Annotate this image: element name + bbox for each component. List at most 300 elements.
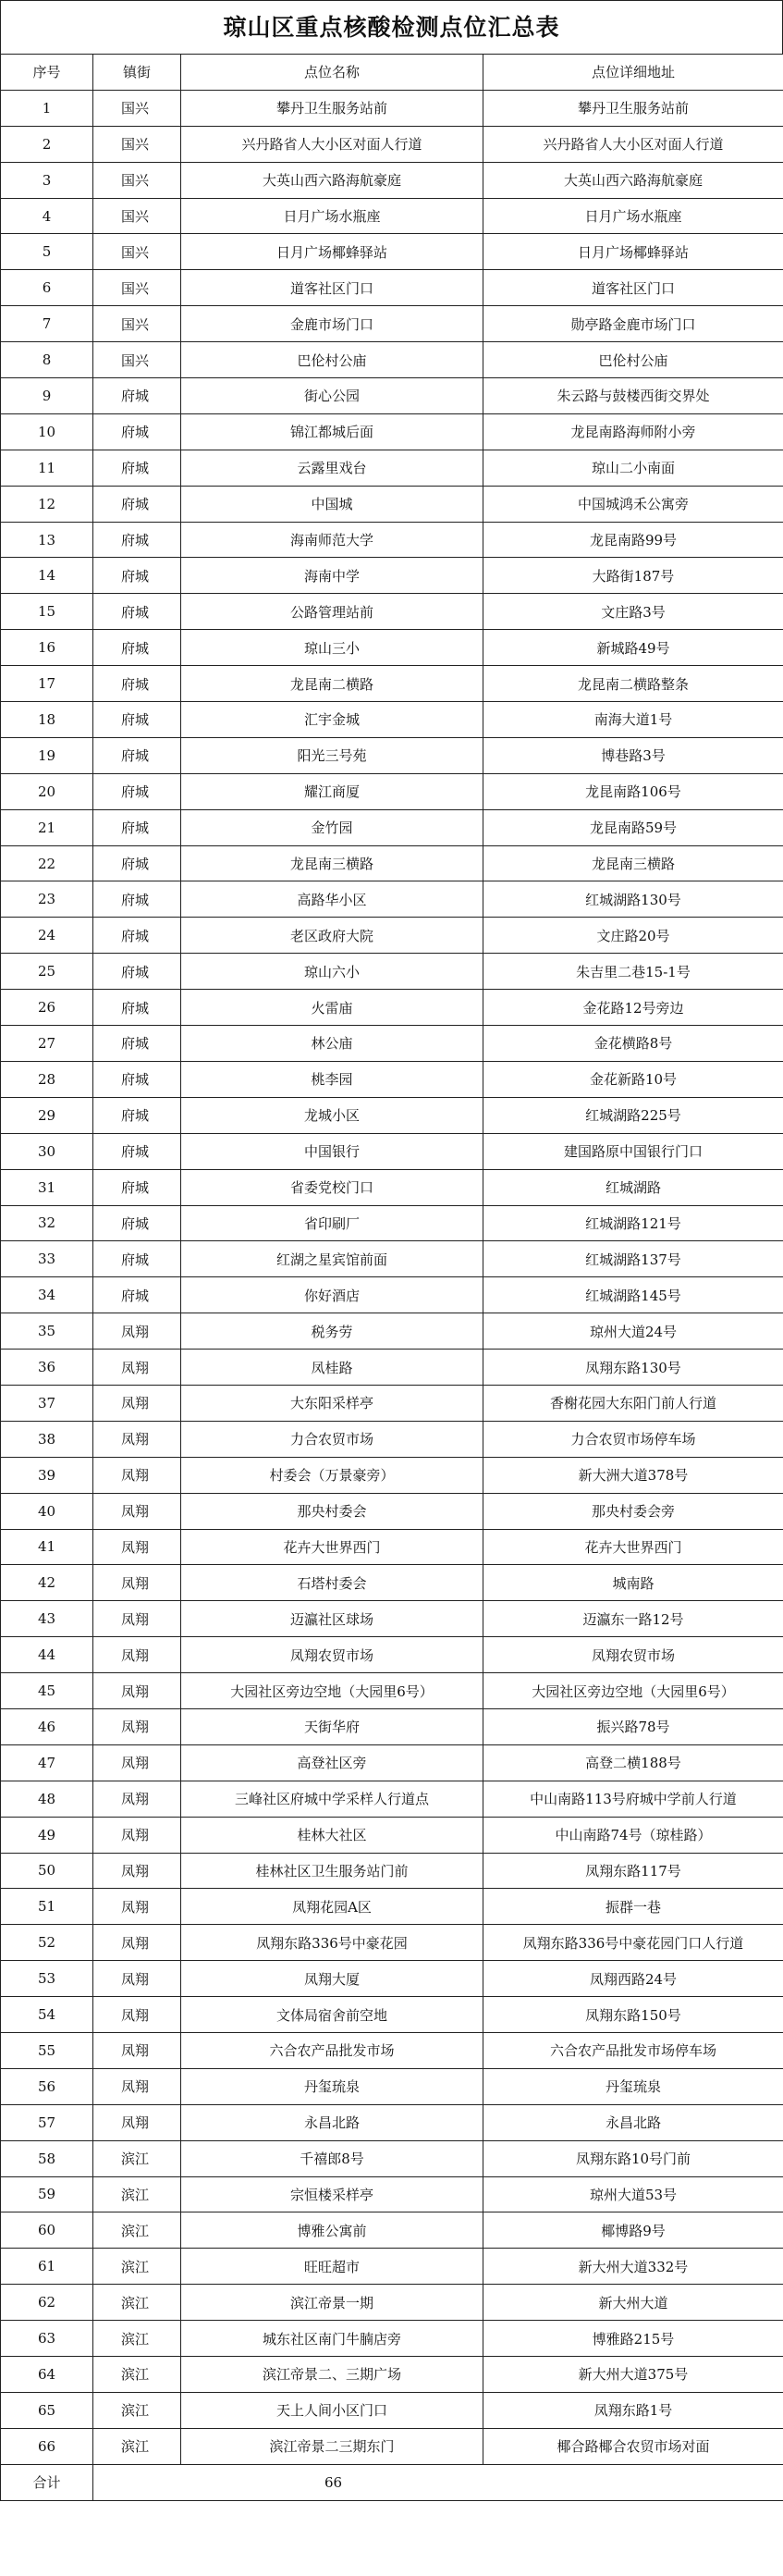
- table-row: [1, 2176, 783, 2212]
- table-row: [1, 1853, 783, 1889]
- cell-addr: 凤翔西路24号: [483, 1961, 783, 1997]
- cell-addr: 椰博路9号: [483, 2212, 783, 2249]
- cell-no: 29: [1, 1097, 93, 1133]
- cell-no: 19: [1, 737, 93, 773]
- cell-no: 31: [1, 1169, 93, 1205]
- cell-addr: 城南路: [483, 1565, 783, 1601]
- cell-no: 22: [1, 845, 93, 881]
- cell-addr: 龙昆南路59号: [483, 809, 783, 845]
- cell-addr: 凤翔农贸市场: [483, 1637, 783, 1673]
- cell-town: 府城: [93, 1277, 181, 1313]
- cell-town: 凤翔: [93, 1313, 181, 1350]
- cell-town: 府城: [93, 450, 181, 486]
- cell-addr: 朱云路与鼓楼西街交界处: [483, 378, 783, 414]
- cell-name: 迈瀛社区球场: [181, 1601, 483, 1637]
- table-row: [1, 1133, 783, 1169]
- cell-name: 旺旺超市: [181, 2249, 483, 2285]
- cell-name: 龙昆南二横路: [181, 666, 483, 702]
- cell-addr: 龙昆南路99号: [483, 522, 783, 558]
- table-row: [1, 1925, 783, 1961]
- table-row: [1, 2068, 783, 2104]
- cell-town: 府城: [93, 666, 181, 702]
- cell-no: 52: [1, 1925, 93, 1961]
- cell-addr: 花卉大世界西门: [483, 1529, 783, 1565]
- cell-name: 省印刷厂: [181, 1205, 483, 1241]
- cell-no: 37: [1, 1385, 93, 1421]
- cell-town: 国兴: [93, 234, 181, 270]
- cell-town: 府城: [93, 1205, 181, 1241]
- cell-addr: 凤翔东路117号: [483, 1853, 783, 1889]
- cell-addr: 椰合路椰合农贸市场对面: [483, 2428, 783, 2464]
- cell-name: 天街华府: [181, 1708, 483, 1744]
- cell-town: 府城: [93, 413, 181, 450]
- table-row: [1, 1889, 783, 1925]
- cell-name: 中国银行: [181, 1133, 483, 1169]
- cell-addr: 六合农产品批发市场停车场: [483, 2032, 783, 2068]
- cell-no: 47: [1, 1744, 93, 1781]
- cell-addr: 日月广场椰蜂驿站: [483, 234, 783, 270]
- cell-no: 63: [1, 2321, 93, 2357]
- table-row: [1, 2392, 783, 2428]
- cell-no: 7: [1, 306, 93, 342]
- cell-town: 府城: [93, 773, 181, 809]
- cell-addr: 凤翔东路1号: [483, 2392, 783, 2428]
- cell-name: 文体局宿舍前空地: [181, 1997, 483, 2033]
- cell-town: 滨江: [93, 2428, 181, 2464]
- cell-addr: 攀丹卫生服务站前: [483, 90, 783, 126]
- table-row: [1, 1421, 783, 1457]
- cell-no: 44: [1, 1637, 93, 1673]
- cell-addr: 金花横路8号: [483, 1026, 783, 1062]
- table-row: [1, 162, 783, 198]
- cell-no: 40: [1, 1493, 93, 1529]
- cell-name: 中国城: [181, 486, 483, 522]
- cell-town: 府城: [93, 558, 181, 594]
- table-row: [1, 342, 783, 378]
- cell-no: 18: [1, 702, 93, 738]
- cell-addr: 琼州大道24号: [483, 1313, 783, 1350]
- cell-no: 42: [1, 1565, 93, 1601]
- cell-name: 锦江都城后面: [181, 413, 483, 450]
- table-row: [1, 1350, 783, 1386]
- table-row: [1, 737, 783, 773]
- cell-name: 大东阳采样亭: [181, 1385, 483, 1421]
- cell-town: 府城: [93, 1133, 181, 1169]
- table-row: [1, 90, 783, 126]
- cell-no: 51: [1, 1889, 93, 1925]
- cell-town: 府城: [93, 702, 181, 738]
- table-row: [1, 2285, 783, 2321]
- cell-town: 府城: [93, 1061, 181, 1097]
- cell-town: 凤翔: [93, 1673, 181, 1709]
- cell-addr: 道客社区门口: [483, 270, 783, 306]
- cell-no: 59: [1, 2176, 93, 2212]
- cell-no: 39: [1, 1457, 93, 1493]
- cell-addr: 中山南路113号府城中学前人行道: [483, 1781, 783, 1817]
- cell-addr: 中国城鸿禾公寓旁: [483, 486, 783, 522]
- cell-name: 石塔村委会: [181, 1565, 483, 1601]
- cell-no: 28: [1, 1061, 93, 1097]
- cell-addr: 博雅路215号: [483, 2321, 783, 2357]
- table-row: [1, 1313, 783, 1350]
- cell-town: 国兴: [93, 162, 181, 198]
- table-row: [1, 918, 783, 954]
- cell-name: 日月广场水瓶座: [181, 198, 483, 234]
- table-row: [1, 1673, 783, 1709]
- cell-name: 公路管理站前: [181, 594, 483, 630]
- page-title: 琼山区重点核酸检测点位汇总表: [0, 0, 783, 54]
- cell-name: 桃李园: [181, 1061, 483, 1097]
- cell-no: 20: [1, 773, 93, 809]
- cell-town: 凤翔: [93, 1925, 181, 1961]
- cell-name: 高路华小区: [181, 881, 483, 918]
- cell-name: 大英山西六路海航豪庭: [181, 162, 483, 198]
- table-row: [1, 1205, 783, 1241]
- table-row: [1, 2321, 783, 2357]
- cell-name: 千禧郎8号: [181, 2140, 483, 2176]
- data-table: [0, 54, 783, 2501]
- table-row: [1, 1385, 783, 1421]
- cell-no: 53: [1, 1961, 93, 1997]
- table-row: [1, 1997, 783, 2033]
- cell-name: 云露里戏台: [181, 450, 483, 486]
- table-row: [1, 450, 783, 486]
- cell-town: 凤翔: [93, 1708, 181, 1744]
- cell-no: 56: [1, 2068, 93, 2104]
- cell-addr: 凤翔东路336号中豪花园门口人行道: [483, 1925, 783, 1961]
- table-row: [1, 126, 783, 162]
- cell-no: 36: [1, 1350, 93, 1386]
- cell-name: 税务劳: [181, 1313, 483, 1350]
- cell-addr: 丹玺琉泉: [483, 2068, 783, 2104]
- cell-town: 府城: [93, 809, 181, 845]
- cell-addr: 振兴路78号: [483, 1708, 783, 1744]
- cell-no: 24: [1, 918, 93, 954]
- header-no: 序号: [1, 55, 93, 91]
- cell-no: 26: [1, 990, 93, 1026]
- cell-town: 凤翔: [93, 1565, 181, 1601]
- cell-no: 30: [1, 1133, 93, 1169]
- cell-name: 宗恒楼采样亭: [181, 2176, 483, 2212]
- cell-addr: 凤翔东路10号门前: [483, 2140, 783, 2176]
- cell-town: 府城: [93, 737, 181, 773]
- header-town: 镇街: [93, 55, 181, 91]
- cell-addr: 新大州大道375号: [483, 2357, 783, 2393]
- table-body: [1, 90, 783, 2500]
- cell-no: 4: [1, 198, 93, 234]
- table-row: [1, 2357, 783, 2393]
- cell-town: 府城: [93, 630, 181, 666]
- cell-name: 力合农贸市场: [181, 1421, 483, 1457]
- table-row: [1, 522, 783, 558]
- cell-name: 老区政府大院: [181, 918, 483, 954]
- cell-town: 府城: [93, 845, 181, 881]
- cell-town: 凤翔: [93, 1493, 181, 1529]
- cell-name: 汇宇金城: [181, 702, 483, 738]
- table-row: [1, 990, 783, 1026]
- cell-addr: 凤翔东路130号: [483, 1350, 783, 1386]
- cell-no: 6: [1, 270, 93, 306]
- cell-addr: 文庄路20号: [483, 918, 783, 954]
- cell-no: 54: [1, 1997, 93, 2033]
- cell-town: 府城: [93, 378, 181, 414]
- cell-no: 9: [1, 378, 93, 414]
- table-row: [1, 1744, 783, 1781]
- table-row: [1, 773, 783, 809]
- cell-addr: 龙昆南路106号: [483, 773, 783, 809]
- table-row: [1, 378, 783, 414]
- cell-name: 滨江帝景二三期东门: [181, 2428, 483, 2464]
- cell-addr: 龙昆南三横路: [483, 845, 783, 881]
- table-row: [1, 666, 783, 702]
- cell-no: 61: [1, 2249, 93, 2285]
- cell-town: 凤翔: [93, 1889, 181, 1925]
- cell-town: 凤翔: [93, 1961, 181, 1997]
- table-row: [1, 2249, 783, 2285]
- cell-no: 25: [1, 954, 93, 990]
- cell-town: 府城: [93, 954, 181, 990]
- cell-addr: 红城湖路145号: [483, 1277, 783, 1313]
- table-row: [1, 2212, 783, 2249]
- cell-addr: 新城路49号: [483, 630, 783, 666]
- cell-no: 27: [1, 1026, 93, 1062]
- cell-addr: 南海大道1号: [483, 702, 783, 738]
- table-row: [1, 234, 783, 270]
- cell-name: 三峰社区府城中学采样人行道点: [181, 1781, 483, 1817]
- cell-no: 43: [1, 1601, 93, 1637]
- cell-no: 55: [1, 2032, 93, 2068]
- table-row: [1, 558, 783, 594]
- cell-name: 琼山六小: [181, 954, 483, 990]
- cell-addr: 勋亭路金鹿市场门口: [483, 306, 783, 342]
- total-count: 66: [93, 2464, 783, 2500]
- cell-town: 国兴: [93, 342, 181, 378]
- table-row: [1, 1457, 783, 1493]
- cell-town: 府城: [93, 1097, 181, 1133]
- cell-name: 凤翔大厦: [181, 1961, 483, 1997]
- table-row: [1, 1241, 783, 1277]
- cell-town: 滨江: [93, 2357, 181, 2393]
- total-label: 合计: [1, 2464, 93, 2500]
- cell-town: 滨江: [93, 2176, 181, 2212]
- cell-no: 15: [1, 594, 93, 630]
- cell-no: 16: [1, 630, 93, 666]
- cell-name: 省委党校门口: [181, 1169, 483, 1205]
- cell-no: 2: [1, 126, 93, 162]
- cell-town: 滨江: [93, 2140, 181, 2176]
- cell-addr: 博巷路3号: [483, 737, 783, 773]
- cell-name: 红湖之星宾馆前面: [181, 1241, 483, 1277]
- table-row: [1, 1493, 783, 1529]
- table-row: [1, 630, 783, 666]
- table-row: [1, 2104, 783, 2140]
- table-row: [1, 702, 783, 738]
- table-row: [1, 1817, 783, 1853]
- cell-no: 49: [1, 1817, 93, 1853]
- cell-no: 46: [1, 1708, 93, 1744]
- cell-no: 50: [1, 1853, 93, 1889]
- cell-town: 凤翔: [93, 1817, 181, 1853]
- table-row: [1, 2032, 783, 2068]
- cell-name: 桂林社区卫生服务站门前: [181, 1853, 483, 1889]
- cell-town: 滨江: [93, 2321, 181, 2357]
- cell-name: 高登社区旁: [181, 1744, 483, 1781]
- cell-name: 耀江商厦: [181, 773, 483, 809]
- table-row: [1, 1529, 783, 1565]
- cell-name: 滨江帝景二、三期广场: [181, 2357, 483, 2393]
- cell-name: 你好酒店: [181, 1277, 483, 1313]
- cell-name: 林公庙: [181, 1026, 483, 1062]
- cell-no: 1: [1, 90, 93, 126]
- cell-name: 博雅公寓前: [181, 2212, 483, 2249]
- cell-addr: 文庄路3号: [483, 594, 783, 630]
- table-row: [1, 845, 783, 881]
- cell-name: 琼山三小: [181, 630, 483, 666]
- cell-no: 57: [1, 2104, 93, 2140]
- cell-addr: 中山南路74号（琼桂路）: [483, 1817, 783, 1853]
- table-row: [1, 1601, 783, 1637]
- cell-addr: 大路街187号: [483, 558, 783, 594]
- cell-addr: 香榭花园大东阳门前人行道: [483, 1385, 783, 1421]
- cell-name: 攀丹卫生服务站前: [181, 90, 483, 126]
- cell-addr: 琼州大道53号: [483, 2176, 783, 2212]
- cell-addr: 红城湖路121号: [483, 1205, 783, 1241]
- cell-town: 府城: [93, 1026, 181, 1062]
- cell-addr: 高登二横188号: [483, 1744, 783, 1781]
- cell-no: 14: [1, 558, 93, 594]
- cell-town: 凤翔: [93, 1997, 181, 2033]
- cell-name: 海南中学: [181, 558, 483, 594]
- cell-no: 33: [1, 1241, 93, 1277]
- cell-addr: 新大州大道: [483, 2285, 783, 2321]
- table-row: [1, 413, 783, 450]
- cell-addr: 龙昆南二横路整条: [483, 666, 783, 702]
- cell-no: 60: [1, 2212, 93, 2249]
- cell-name: 那央村委会: [181, 1493, 483, 1529]
- cell-addr: 振群一巷: [483, 1889, 783, 1925]
- cell-town: 凤翔: [93, 1781, 181, 1817]
- table-row: [1, 809, 783, 845]
- cell-no: 23: [1, 881, 93, 918]
- cell-addr: 红城湖路137号: [483, 1241, 783, 1277]
- cell-town: 凤翔: [93, 1350, 181, 1386]
- table-row: [1, 270, 783, 306]
- cell-addr: 大园社区旁边空地（大园里6号）: [483, 1673, 783, 1709]
- cell-no: 34: [1, 1277, 93, 1313]
- cell-town: 凤翔: [93, 1853, 181, 1889]
- cell-town: 国兴: [93, 306, 181, 342]
- cell-town: 滨江: [93, 2249, 181, 2285]
- cell-town: 凤翔: [93, 1421, 181, 1457]
- cell-town: 府城: [93, 594, 181, 630]
- cell-town: 凤翔: [93, 1744, 181, 1781]
- cell-name: 金竹园: [181, 809, 483, 845]
- cell-no: 32: [1, 1205, 93, 1241]
- cell-name: 海南师范大学: [181, 522, 483, 558]
- cell-town: 府城: [93, 1241, 181, 1277]
- cell-addr: 红城湖路225号: [483, 1097, 783, 1133]
- table-row: [1, 1277, 783, 1313]
- cell-addr: 迈瀛东一路12号: [483, 1601, 783, 1637]
- header-row: [1, 55, 783, 91]
- table-row: [1, 1565, 783, 1601]
- cell-addr: 那央村委会旁: [483, 1493, 783, 1529]
- table-row: [1, 2428, 783, 2464]
- cell-addr: 兴丹路省人大小区对面人行道: [483, 126, 783, 162]
- cell-no: 41: [1, 1529, 93, 1565]
- cell-town: 凤翔: [93, 1637, 181, 1673]
- cell-town: 国兴: [93, 270, 181, 306]
- cell-name: 巴伦村公庙: [181, 342, 483, 378]
- cell-town: 凤翔: [93, 1385, 181, 1421]
- table-row: [1, 1061, 783, 1097]
- cell-addr: 新大州大道332号: [483, 2249, 783, 2285]
- cell-no: 13: [1, 522, 93, 558]
- cell-no: 65: [1, 2392, 93, 2428]
- table-row: [1, 1708, 783, 1744]
- cell-town: 府城: [93, 522, 181, 558]
- cell-name: 兴丹路省人大小区对面人行道: [181, 126, 483, 162]
- cell-name: 凤桂路: [181, 1350, 483, 1386]
- cell-addr: 红城湖路: [483, 1169, 783, 1205]
- cell-town: 凤翔: [93, 2068, 181, 2104]
- cell-addr: 大英山西六路海航豪庭: [483, 162, 783, 198]
- cell-no: 45: [1, 1673, 93, 1709]
- cell-name: 火雷庙: [181, 990, 483, 1026]
- cell-town: 府城: [93, 881, 181, 918]
- cell-no: 5: [1, 234, 93, 270]
- cell-name: 大园社区旁边空地（大园里6号）: [181, 1673, 483, 1709]
- cell-no: 21: [1, 809, 93, 845]
- cell-addr: 建国路原中国银行门口: [483, 1133, 783, 1169]
- table-row: [1, 486, 783, 522]
- cell-town: 府城: [93, 486, 181, 522]
- cell-town: 府城: [93, 918, 181, 954]
- cell-no: 62: [1, 2285, 93, 2321]
- cell-addr: 金花路12号旁边: [483, 990, 783, 1026]
- cell-no: 17: [1, 666, 93, 702]
- total-row: [1, 2464, 783, 2500]
- cell-town: 凤翔: [93, 2032, 181, 2068]
- cell-addr: 红城湖路130号: [483, 881, 783, 918]
- cell-name: 永昌北路: [181, 2104, 483, 2140]
- cell-name: 花卉大世界西门: [181, 1529, 483, 1565]
- cell-town: 国兴: [93, 90, 181, 126]
- cell-name: 街心公园: [181, 378, 483, 414]
- table-row: [1, 198, 783, 234]
- table-row: [1, 594, 783, 630]
- cell-name: 六合农产品批发市场: [181, 2032, 483, 2068]
- header-name: 点位名称: [181, 55, 483, 91]
- table-row: [1, 1637, 783, 1673]
- cell-name: 道客社区门口: [181, 270, 483, 306]
- cell-town: 滨江: [93, 2392, 181, 2428]
- cell-name: 凤翔农贸市场: [181, 1637, 483, 1673]
- table-row: [1, 1961, 783, 1997]
- cell-name: 村委会（万景豪旁）: [181, 1457, 483, 1493]
- cell-town: 国兴: [93, 198, 181, 234]
- cell-no: 58: [1, 2140, 93, 2176]
- table-row: [1, 954, 783, 990]
- cell-town: 凤翔: [93, 1457, 181, 1493]
- cell-name: 龙昆南三横路: [181, 845, 483, 881]
- cell-name: 城东社区南门牛腩店旁: [181, 2321, 483, 2357]
- header-addr: 点位详细地址: [483, 55, 783, 91]
- cell-name: 天上人间小区门口: [181, 2392, 483, 2428]
- cell-name: 龙城小区: [181, 1097, 483, 1133]
- cell-addr: 琼山二小南面: [483, 450, 783, 486]
- cell-no: 38: [1, 1421, 93, 1457]
